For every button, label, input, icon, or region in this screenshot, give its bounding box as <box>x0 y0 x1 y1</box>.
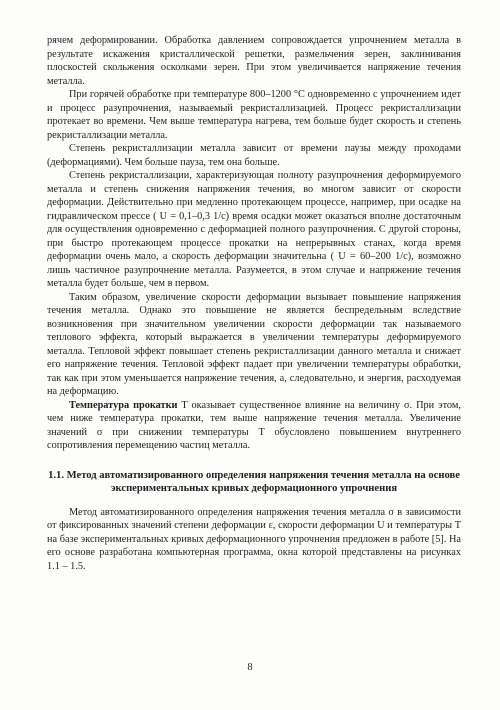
paragraph-hot-working: При горячей обработке при температуре 800–1200 °С одновременно с упрочнением идет и процесс разупрочнения, называемый рекристаллизацией. Процесс рекристаллизации протекает во времени. Чем выше температура нагрева, тем больше будет скорость и степень рекристаллизации металла. <box>47 89 461 141</box>
paragraph-rolling-temperature-text: T оказывает существенное влияние на величину σ. При этом, чем ниже температура прокатки, тем выше напряжение течения металла. Увеличение значений σ при снижении температуры T обусловлено повышением внутреннего сопротивления перемещению частиц металла. <box>47 399 461 451</box>
paragraph-method: Метод автоматизированного определения напряжения течения металла σ в зависимости от фиксированных значений степени деформации ε, скорости деформации U и температуры T на базе экспериментальных кривых деформационного упрочнения предложен в работе [5]. На его основе разработана компьютерная программа, окна которой представлены на рисунках 1.1 – 1.5. <box>47 506 461 572</box>
paragraph-pause-dependence: Степень рекристаллизации металла зависит от времени паузы между проходами (деформациями). Чем больше пауза, тем она больше. <box>47 143 461 168</box>
paragraph-thermal-effect: Таким образом, увеличение скорости деформации вызывает повышение напряжения течения металла. Однако это повышение не является беспредельным вследствие возникновения при значительном увеличении скорости деформации так называемого теплового эффекта, который выражается в увеличении температуры деформируемого металла. Тепловой эффект повышает степень рекристаллизации данного металла и снижает его напряжение течения. Тепловой эффект падает при увеличении температуры обработки, так как при этом уменьшается напряжение течения, а, следовательно, и энергия, расходуемая на деформацию. <box>47 291 461 397</box>
document-page <box>47 34 461 573</box>
term-rolling-temperature: Температура прокатки <box>69 399 178 411</box>
paragraph-continuation: рячем деформировании. Обработка давлением сопровождается упрочнением металла в результате искажения кристаллической решетки, размельчения зерен, заклинивания плоскостей скольжения осколками зерен. При этом увеличивается напряжение течения металла. <box>47 35 461 87</box>
paragraph-rolling-temperature <box>47 399 461 453</box>
section-heading: 1.1. Метод автоматизированного определения напряжения течения металла на основе экспериментальных кривых деформационного упрочнения <box>48 469 460 494</box>
paragraph-strain-rate: Степень рекристаллизации, характеризующая полноту разупрочнения деформируемого металла и степень снижения напряжения течения, во многом зависит от скорости деформации. Действительно при медленно протекающем процессе, например, при осадке на гидравлическом прессе ( U = 0,1–0,3 1/с) время осадки может оказаться вполне достаточным для осуществления одновременно с деформацией полного разупрочнения. С другой стороны, при быстро протекающем процессе прокатки на непрерывных станах, когда время деформации очень мало, а скорость деформации значительна ( U = 60–200 1/с), возможно лишь частичное разупрочнение металла. Разумеется, в этом случае и напряжение течения металла будет больше, чем в первом. <box>47 170 461 289</box>
page-number: 8 <box>247 662 253 673</box>
